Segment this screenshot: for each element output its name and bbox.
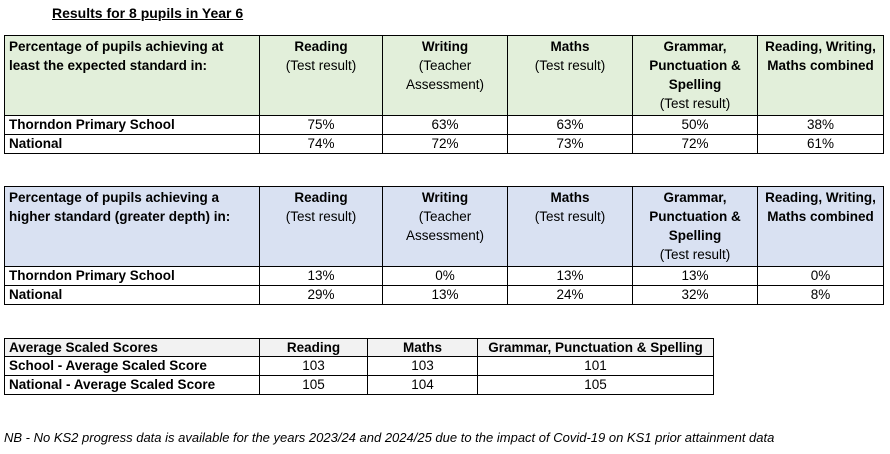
higher-col-writing: [383, 187, 508, 267]
table-cell: 101: [478, 357, 714, 376]
table-row: [5, 267, 884, 286]
expected-col-title: Reading: [294, 39, 348, 54]
table-cell: 72%: [633, 135, 758, 154]
table-cell: 63%: [383, 116, 508, 135]
scaled-header-row: [5, 339, 714, 357]
expected-header-label: Percentage of pupils achieving at least the expected standard in:: [5, 36, 260, 116]
table-cell: 32%: [633, 286, 758, 305]
table-cell: 72%: [383, 135, 508, 154]
row-label: Thorndon Primary School: [5, 116, 260, 135]
table-cell: 13%: [508, 267, 633, 286]
higher-col-title: Reading, Writing, Maths combined: [765, 190, 876, 224]
scaled-scores-table: [4, 338, 714, 395]
expected-col-reading: [260, 36, 383, 116]
higher-standard-table: [4, 186, 884, 305]
table-cell: 105: [478, 376, 714, 395]
table-cell: 13%: [633, 267, 758, 286]
scaled-header-label: Average Scaled Scores: [5, 339, 260, 357]
table-row: [5, 135, 884, 154]
table-cell: 75%: [260, 116, 383, 135]
table-cell: 0%: [383, 267, 508, 286]
expected-col-sub: (Test result): [285, 58, 357, 73]
page-heading: Results for 8 pupils in Year 6: [52, 5, 244, 21]
expected-col-sub: (Teacher Assessment): [405, 58, 485, 92]
higher-col-sub: (Test result): [285, 209, 357, 224]
expected-col-writing: [383, 36, 508, 116]
table-cell: 63%: [508, 116, 633, 135]
row-label: National - Average Scaled Score: [5, 376, 260, 395]
scaled-col-gps: Grammar, Punctuation & Spelling: [478, 339, 714, 357]
table-cell: 29%: [260, 286, 383, 305]
higher-col-title: Grammar, Punctuation & Spelling: [649, 190, 741, 243]
higher-header-row: [5, 187, 884, 267]
table-cell: 104: [368, 376, 478, 395]
expected-col-gps: [633, 36, 758, 116]
expected-col-combined: [758, 36, 884, 116]
table-row: [5, 286, 884, 305]
higher-col-title: Writing: [421, 190, 469, 205]
higher-header-label: Percentage of pupils achieving a higher standard (greater depth) in:: [5, 187, 260, 267]
table-cell: 8%: [758, 286, 884, 305]
row-label: Thorndon Primary School: [5, 267, 260, 286]
higher-col-sub: (Teacher Assessment): [405, 209, 485, 243]
table-row: [5, 376, 714, 395]
table-cell: 103: [260, 357, 368, 376]
table-cell: 61%: [758, 135, 884, 154]
row-label: School - Average Scaled Score: [5, 357, 260, 376]
higher-col-gps: [633, 187, 758, 267]
higher-col-title: Maths: [550, 190, 590, 205]
expected-col-title: Grammar, Punctuation & Spelling: [649, 39, 741, 92]
table-cell: 50%: [633, 116, 758, 135]
expected-col-title: Maths: [550, 39, 590, 54]
higher-col-title: Reading: [294, 190, 348, 205]
expected-header-row: [5, 36, 884, 116]
higher-col-sub: (Test result): [534, 209, 606, 224]
table-cell: 73%: [508, 135, 633, 154]
table-cell: 105: [260, 376, 368, 395]
table-row: [5, 116, 884, 135]
table-cell: 74%: [260, 135, 383, 154]
higher-col-combined: [758, 187, 884, 267]
table-cell: 13%: [260, 267, 383, 286]
row-label: National: [5, 286, 260, 305]
table-cell: 24%: [508, 286, 633, 305]
expected-standard-table: [4, 35, 884, 154]
expected-col-sub: (Test result): [534, 58, 606, 73]
table-cell: 0%: [758, 267, 884, 286]
expected-col-maths: [508, 36, 633, 116]
table-cell: 38%: [758, 116, 884, 135]
higher-col-maths: [508, 187, 633, 267]
table-cell: 13%: [383, 286, 508, 305]
row-label: National: [5, 135, 260, 154]
higher-col-reading: [260, 187, 383, 267]
expected-col-sub: (Test result): [659, 96, 731, 111]
expected-col-title: Reading, Writing, Maths combined: [765, 39, 876, 73]
higher-col-sub: (Test result): [659, 247, 731, 262]
table-row: [5, 357, 714, 376]
scaled-col-maths: Maths: [368, 339, 478, 357]
expected-col-title: Writing: [421, 39, 469, 54]
scaled-col-reading: Reading: [260, 339, 368, 357]
footnote: NB - No KS2 progress data is available for the years 2023/24 and 2024/25 due to the impact of Covid-19 on KS1 prior attainment data: [4, 430, 775, 445]
table-cell: 103: [368, 357, 478, 376]
